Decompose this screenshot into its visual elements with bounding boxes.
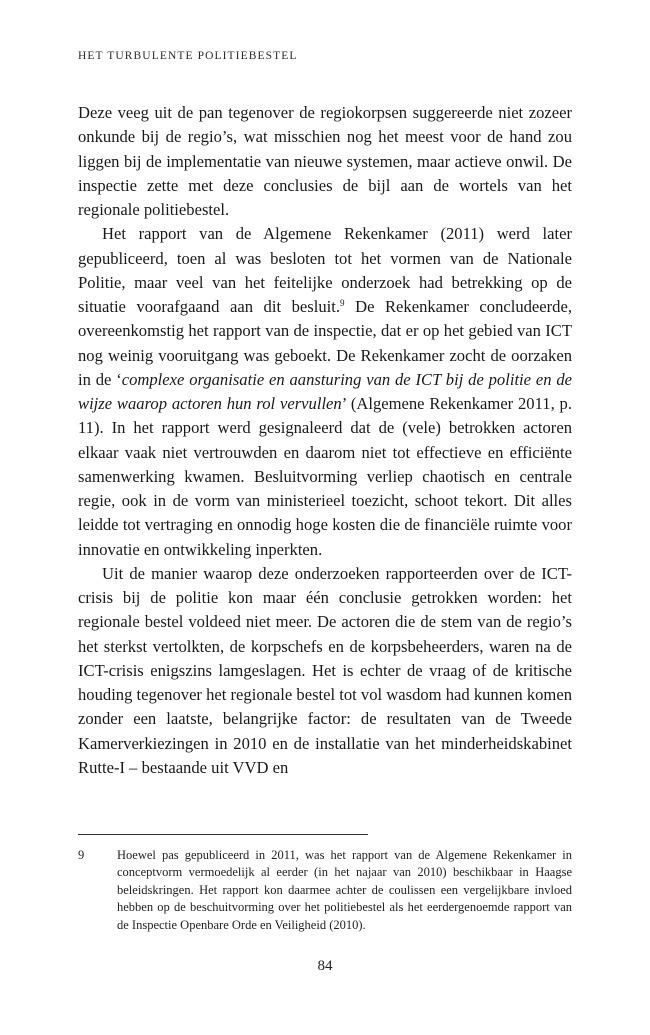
footnote-text: Hoewel pas gepubliceerd in 2011, was het rapport van de Algemene Rekenkamer in conceptvorm vermoedelijk al eerder (in het najaar van 2010) beschikbaar in Haagse beleidskringen. Het rapport kon daarmee achter de coulissen een vergelijkbare invloed hebben op de beschuitvorming over het politiebestel als het eerdergenoemde rapport van de Inspectie Openbare Orde en Veiligheid (2010). [117, 848, 572, 932]
footnote-divider [78, 834, 368, 835]
page-number: 84 [317, 958, 333, 974]
paragraph-2-part-a: Het rapport van de Algemene Rekenkamer (2011) werd later gepubliceerd, toen al was besloten tot het vormen van de Nationale Politie, maar veel van het feitelijke onderzoek had betrekking op de situatie voorafgaand aan dit besluit. [78, 224, 572, 316]
paragraph-2 [78, 222, 572, 562]
main-text [78, 101, 572, 780]
paragraph-1: Deze veeg uit de pan tegenover de regiokorpsen suggereerde niet zozeer onkunde bij de regio’s, wat misschien nog het meest voor de hand zou liggen bij de implementatie van nieuwe systemen, maar actieve onwil. De inspectie zette met deze conclusies de bijl aan de wortels van het regionale politiebestel. [78, 103, 572, 219]
footnote [78, 847, 572, 934]
paragraph-2-quote: complexe organisatie en aansturing van de ICT bij de politie en de wijze waarop actoren hun rol vervullen [78, 369, 572, 413]
paragraph-2-part-c: ’ (Algemene Rekenkamer 2011, p. 11). In het rapport werd gesignaleerd dat de (vele) betrokken actoren elkaar vaak niet vertrouwden en daarom niet tot effectieve en efficiënte samenwerking kwamen. Besluitvorming verliep chaotisch en centrale regie, ook in de vorm van ministerieel toezicht, schoot tekort. Dit alles leidde tot vertraging en onnodig hoge kosten die de financiële ruimte voor innovatie en ontwikkeling inperkten. [78, 394, 572, 559]
footnote-number: 9 [78, 848, 85, 862]
paragraph-2-part-b: De Rekenkamer concludeerde, overeenkomstig het rapport van de inspectie, dat er op het gebied van ICT nog weinig vooruitgang was geboekt. De Rekenkamer zocht de oorzaken in de ‘ [78, 297, 572, 389]
footnote-reference[interactable]: 9 [340, 298, 345, 308]
paragraph-3: Uit de manier waarop deze onderzoeken rapporteerden over de ICT-crisis bij de politie kon maar één conclusie getrokken worden: het regionale bestel voldeed niet meer. De actoren die de stem van de regio’s het sterkst vertolkten, de korpschefs en de korpsbeheerders, waren na de ICT-crisis enigszins lamgeslagen. Het is echter de vraag of de kritische houding tegenover het regionale bestel tot vol wasdom had kunnen komen zonder een laatste, belangrijke factor: de resultaten van de Tweede Kamerverkiezingen in 2010 en de installatie van het minderheidskabinet Rutte-I – bestaande uit VVD en [78, 563, 573, 777]
running-head: HET TURBULENTE POLITIEBESTEL [78, 50, 298, 62]
